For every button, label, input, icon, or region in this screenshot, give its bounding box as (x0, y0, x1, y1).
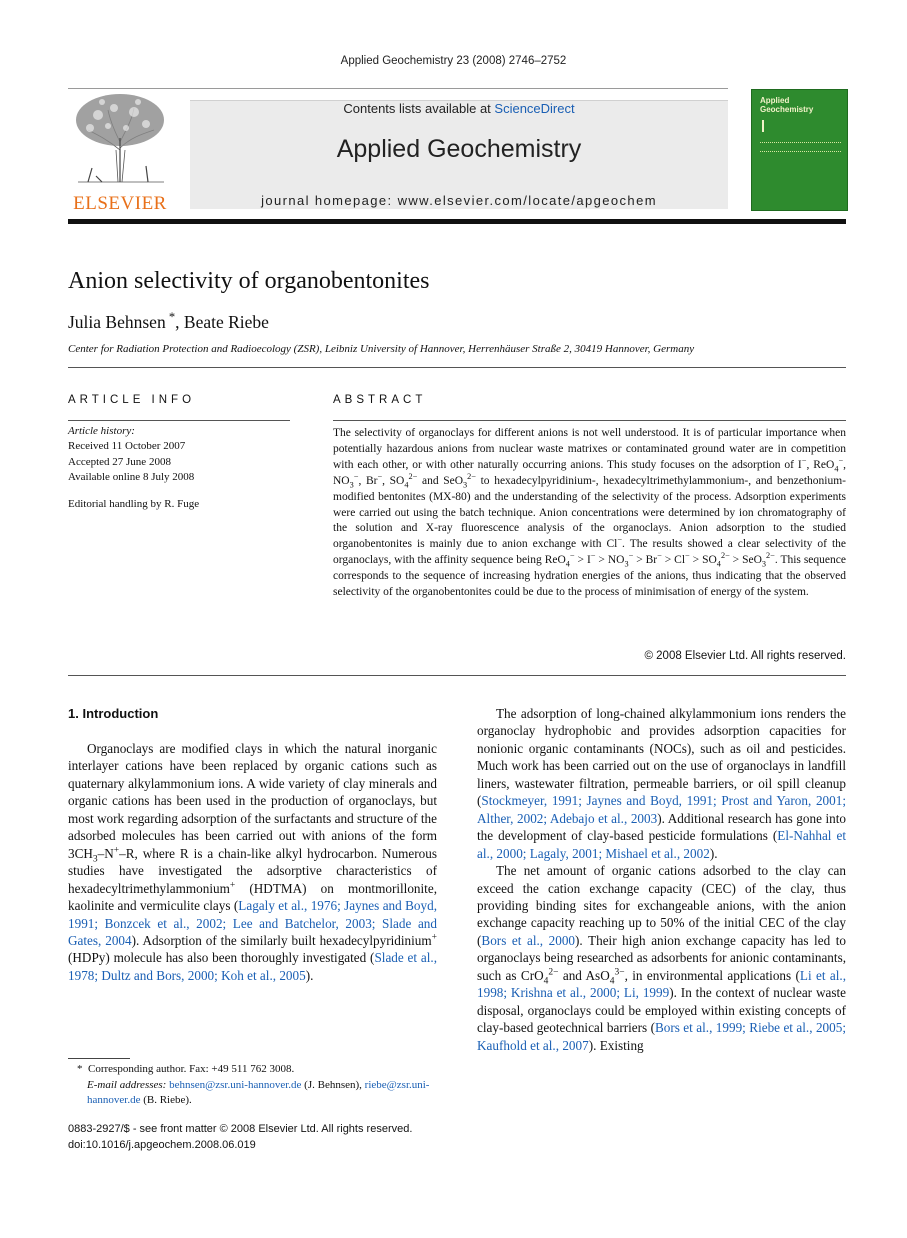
corresponding-author-mark[interactable]: * (165, 310, 176, 325)
citation-link[interactable]: El-Nahhal et al., 2000; Lagaly, 2001; Mishael et al., 2002 (477, 828, 846, 861)
abstract-part-4: . This sequence corresponds to the sequence of increasing hydration energies of the anions, thus indicating that the observed selectivity of the organobentonites could be due to the process of minimisation of energy of the system. (333, 554, 846, 599)
affiliation-rule (68, 367, 846, 368)
doi-line[interactable]: doi:10.1016/j.apgeochem.2008.06.019 (68, 1138, 256, 1151)
intro-paragraph-3: The net amount of organic cations adsorbed to the clay can exceed the cation exchange capacity (CEC) of the clay, thus providing binding sites for exchangeable anions, with the anion exchange capacity reaching up to 50% of the initial CEC of the clay (Bors et al., 2000). Their high anion exchange capacity has led to organoclays being researched as adsorbents for anionic contaminants, such as CrO$_4^{2-}$ and AsO$_4^{3-}$, in environmental applications (Li et al., 1998; Krishna et al., 2000; Li, 1999). In the context of nuclear waste disposal, organoclays could be employed within existing concepts of clay-based geotechnical barriers (Bors et al., 1999; Riebe et al., 2005; Kaufhold et al., 2007). Existing (477, 863, 846, 1053)
abstract-part-3: . The results showed a clear selectivity of the organoclays, with the affinity sequence being ReO (333, 538, 846, 567)
journal-cover-thumbnail[interactable] (751, 89, 848, 211)
journal-citation: Applied Geochemistry 23 (2008) 2746–2752 (340, 55, 567, 67)
contents-prefix: Contents lists available at (343, 101, 495, 116)
sciencedirect-link[interactable]: ScienceDirect (494, 101, 575, 116)
cover-title: Applied Geochemistry (760, 96, 814, 114)
article-title: Anion selectivity of organobentonites (68, 268, 430, 294)
email-link-behnsen[interactable]: behnsen@zsr.uni-hannover.de (169, 1078, 302, 1091)
citation-link[interactable]: Li et al., 1998; Krishna et al., 2000; Li, 1999 (477, 967, 846, 1001)
contents-line (190, 101, 728, 116)
footnotes (68, 1062, 437, 1109)
homepage-link[interactable]: www.elsevier.com/locate/apgeochem (397, 193, 657, 208)
issn-line: 0883-2927/$ - see front matter © 2008 Elsevier Ltd. All rights reserved. (68, 1123, 413, 1135)
affiliation: Center for Radiation Protection and Radioecology (ZSR), Leibniz University of Hannover, Herrenhäuser Straße 2, 30419 Hannover, Germany (68, 343, 695, 355)
author-separator: , (175, 312, 184, 332)
article-info (68, 424, 288, 512)
section-heading-introduction: 1. Introduction (68, 706, 159, 721)
editorial-handling: Editorial handling by R. Fuge (68, 498, 200, 511)
cover-subtitle-lines (760, 142, 841, 152)
abstract-copyright: © 2008 Elsevier Ltd. All rights reserved. (644, 650, 846, 662)
elsevier-tree-icon (68, 90, 172, 186)
article-info-heading: ARTICLE INFO (68, 394, 196, 406)
footnote-rule (68, 1058, 130, 1059)
header-heavy-rule (68, 219, 846, 224)
author-behnsen[interactable]: Julia Behnsen (68, 312, 166, 332)
abstract-rule (333, 420, 846, 421)
abstract-part-1: The selectivity of organoclays for different anions is not well understood. It is of particular importance when potentially hazardous anions from nuclear waste matrixes or contaminated ground water are in competition with each other, or with other naturally occurring anions. This study focuses on the adsorption of I (333, 427, 846, 471)
email-note: E-mail addresses: behnsen@zsr.uni-hannover.de (J. Behnsen), riebe@zsr.uni-hannover.de (B. Riebe). (87, 1078, 430, 1106)
email-link-riebe[interactable]: riebe@zsr.uni-hannover.de (87, 1078, 430, 1106)
cover-accent-bar (762, 120, 764, 132)
elsevier-wordmark: ELSEVIER (73, 193, 167, 214)
corresponding-author-note: * Corresponding author. Fax: +49 511 762 3008. (77, 1063, 295, 1075)
issn-doi-block (68, 1122, 437, 1153)
abstract-text: The selectivity of organoclays for different anions is not well understood. It is of particular importance when potentially hazardous anions from nuclear waste matrixes or contaminated ground water are in competition with each other, or with other naturally occurring anions. This study focuses on the adsorption of I−, ReO$_4$−, $NO_3^-$, Br−, $SO_4^{2-}$ and SeO$_3^{2-}$ to hexadecylpyridinium-, hexadecyltrimethylammonium-, and benzethonium-modified bentonites (MX-80) and the understanding of the selectivity of the process. Adsorption experiments were carried out using the batch technique. Anion concentrations were determined by ion chromatography of the solution and X-ray fluorescence analysis of the organoclays. Anion adsorption to the studied organobentonites is mainly due to anion exchange with Cl−. The results showed a clear selectivity of the organoclays, with the affinity sequence being $ReO_4^- > I^- > NO_3^- > Br^- > Cl^- > SO_4^{2-} > SeO_3^{2-}$. This sequence corresponds to the sequence of increasing hydration energies of the anions, thus indicating that the observed selectivity of the organobentonites could be due to the process of minimisation of energy of the system. (333, 427, 847, 599)
abstract-heading: ABSTRACT (333, 394, 427, 406)
body-column-left (68, 740, 437, 984)
intro-paragraph-1: Organoclays are modified clays in which the natural inorganic interlayer cations have been replaced by organic cations such as quaternary alkylammonium ions. A wide variety of clay minerals and organic cations has been used in the production of organoclays, but most work regarding adsorption of the surfactants and structure of the adsorbed molecules has been carried out with anions of the form $3CH_3-N^+-R$, where R is a chain-like alkyl hydrocarbon. Numerous studies have investigated the adsorptive characteristics of hexadecyltrimethylammonium+ (HDTMA) on montmorillonite, kaolinite and vermiculite clays (Lagaly et al., 1976; Jaynes and Boyd, 1991; Bonzcek et al., 2002; Lee and Batchelor, 2003; Slade and Gates, 2004). Adsorption of the similarly built hexadecylpyridinium+ (HDPy) molecule has also been thoroughly investigated (Slade et al., 1978; Dultz and Bors, 2000; Koh et al., 2005). (68, 741, 438, 983)
history-label: Article history: (68, 425, 135, 437)
abstract-bottom-rule (68, 675, 846, 676)
citation-link[interactable]: Bors et al., 1999; Riebe et al., 2005; Kaufhold et al., 2007 (477, 1020, 846, 1053)
journal-homepage (190, 193, 728, 208)
accepted-date: Accepted 27 June 2008 (68, 455, 171, 468)
article-info-rule (68, 420, 290, 421)
citation-link[interactable]: Stockmeyer, 1991; Jaynes and Boyd, 1991; Prost and Yaron, 2001; Alther, 2002; Adebajo et al., 2003 (477, 793, 846, 826)
online-date: Available online 8 July 2008 (68, 470, 195, 483)
citation-link[interactable]: Lagaly et al., 1976; Jaynes and Boyd, 1991; Bonzcek et al., 2002; Lee and Batchelor, 2003; Slade and Gates, 2004 (68, 898, 437, 948)
intro-paragraph-2: The adsorption of long-chained alkylammonium ions renders the organoclay hydrophobic and provides adsorption capacities for nonionic organic contaminants (NOCs), such as oil and pesticides. Much work has been carried out on the use of organoclays in landfill liners, wastewater filtration, permeable barriers, or oil spill cleanup (Stockmeyer, 1991; Jaynes and Boyd, 1991; Prost and Yaron, 2001; Alther, 2002; Adebajo et al., 2003). Additional research has gone into the development of clay-based pesticide formulations (El-Nahhal et al., 2000; Lagaly, 2001; Mishael et al., 2002). (477, 706, 846, 861)
citation-link[interactable]: Slade et al., 1978; Dultz and Bors, 2000; Koh et al., 2005 (68, 950, 437, 983)
homepage-label: journal homepage: (261, 193, 398, 208)
journal-name: Applied Geochemistry (336, 135, 582, 163)
received-date: Received 11 October 2007 (68, 440, 186, 453)
header-top-rule (68, 88, 728, 89)
author-riebe[interactable]: Beate Riebe (183, 312, 269, 332)
citation-link[interactable]: Bors et al., 2000 (481, 932, 576, 948)
elsevier-logo[interactable] (68, 90, 172, 212)
journal-header-box (190, 100, 728, 209)
author-list (68, 312, 269, 333)
body-column-right (477, 705, 846, 1054)
abstract-part-2: decylpyridinium-, hexadecyltrimethylammonium-, and benzethonium-modified bentonites (MX-80) and the understanding of the selectivity of the process. Adsorption experiments were carried out using the batch technique. Anion concentrations were determined by ion chromatography of the solution and X-ray fluorescence analysis of the organoclays. Anion adsorption to the studied organobentonites is mainly due to anion exchange with Cl (333, 474, 847, 551)
